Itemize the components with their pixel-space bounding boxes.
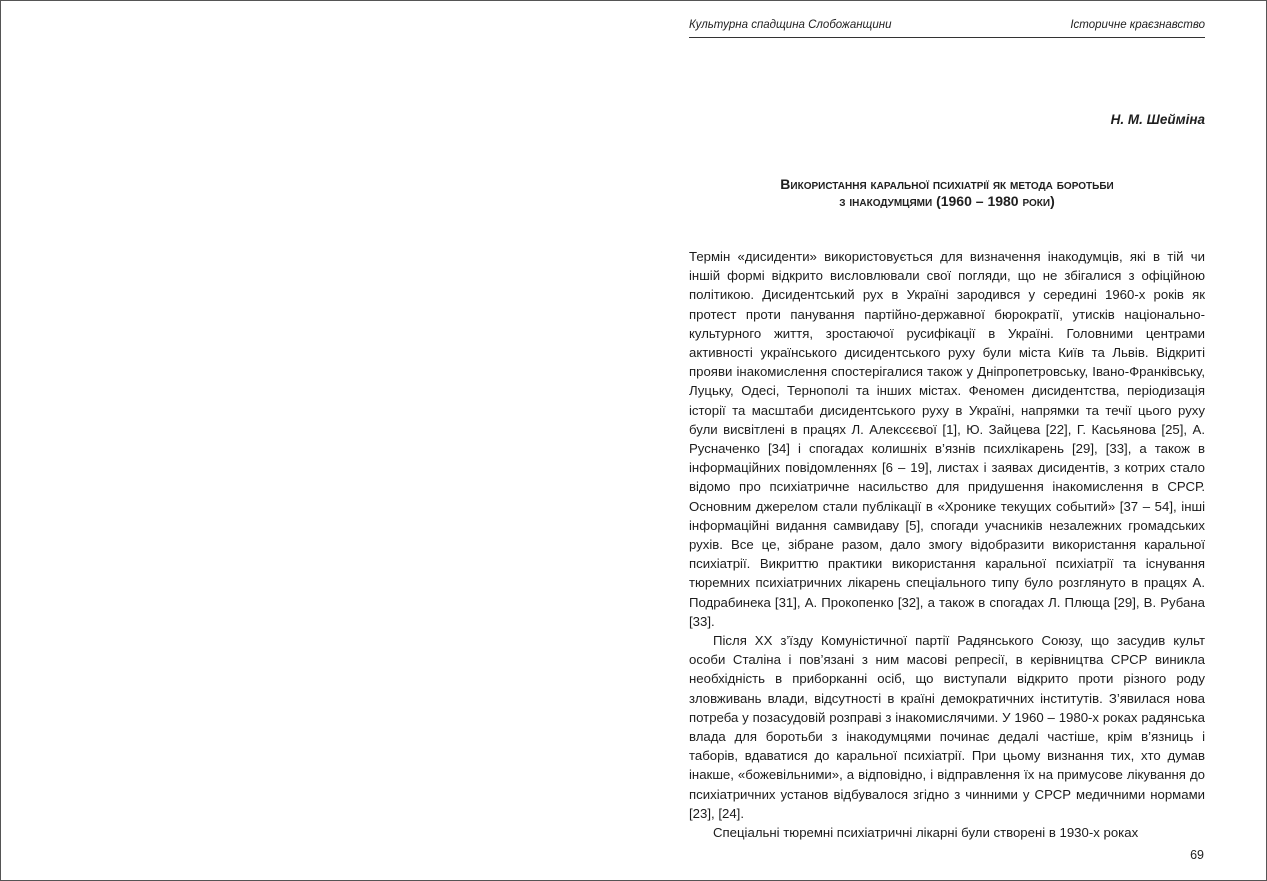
running-header xyxy=(689,18,1205,38)
body-paragraph-1: Термін «дисиденти» використовується для визначення інакодумців, які в тій чи іншій формі відкрито висловлювали свої погляди, що не збігалися з офіційною політикою. Дисидентський рух в Україні зародився у середині 1960-х років як протест проти панування партійно-державної бюрократії, утисків національно-культурного життя, зростаючої русифікації в Україні. Головними центрами активності українського дисидентського руху були міста Київ та Львів. Відкриті прояви інакомислення спостерігалися також у Дніпропетровську, Івано-Франківську, Луцьку, Одесі, Тернополі та інших містах. Феномен дисидентства, періодизація історії та масштаби дисидентського руху в Україні, напрямки та течії цього руху були висвітлені в працях Л. Алексєєвої [1], Ю. Зайцева [22], Г. Касьянова [25], А. Русначенко [34] і спогадах колишніх в’язнів психлікарень [29], [33], а також в інформаційних повідомленнях [6 – 19], листах і заявах дисидентів, з котрих стало відомо про психіатричне насильство для придушення інакомислення в СРСР. Основним джерелом стали публікації в «Хронике текущих событий» [37 – 54], інші інформаційні видання самвидаву [5], спогади учасників незалежних громадських рухів. Все це, зібране разом, дало змогу відобразити використання каральної психіатрії. Викриттю практики використання каральної психіатрії та існування тюремних психіатричних лікарень спеціального типу було розглянуто в працях А. Подрабинека [31], А. Прокопенко [32], а також в спогадах Л. Плюща [29], В. Рубана [33]. xyxy=(689,249,1205,629)
page-number: 69 xyxy=(1190,848,1204,862)
article-title-line-1: Використання каральної психіатрії як метода боротьби xyxy=(780,176,1114,192)
article-body xyxy=(689,247,1205,842)
article-author: Н. М. Шеймiна xyxy=(1110,112,1205,127)
article-title-line-2: з інакодумцями (1960 – 1980 роки) xyxy=(839,193,1055,209)
header-section-title: Історичне краєзнавство xyxy=(1070,19,1205,31)
article-title xyxy=(689,176,1205,210)
body-paragraph-3: Спеціальні тюремні психіатричні лікарні були створені в 1930-х роках xyxy=(713,825,1139,841)
header-journal-title: Культурна спадщина Слобожанщини xyxy=(689,19,892,31)
body-paragraph-2: Після ХХ з’їзду Комуністичної партії Радянського Союзу, що засудив культ особи Сталіна і пов’язані з ним масові репресії, в керівництва СРСР виникла необхідність в приборканні осіб, що виступали відкрито проти різного роду зловживань влади, відсутності в країні демократичних інститутів. З’явилася нова потреба у позасудовій розправі з інакомислячими. У 1960 – 1980-х роках радянська влада для боротьби з інакодумцями починає дедалі частіше, крім в’язниць і таборів, вдаватися до каральної психіатрії. При цьому визнання тих, хто думав інакше, «божевільними», а відповідно, і відправлення їх на примусове лікування до психіатричних установ відбувалося згідно з чинними у СРСР медичними нормами [23], [24]. xyxy=(689,633,1205,821)
